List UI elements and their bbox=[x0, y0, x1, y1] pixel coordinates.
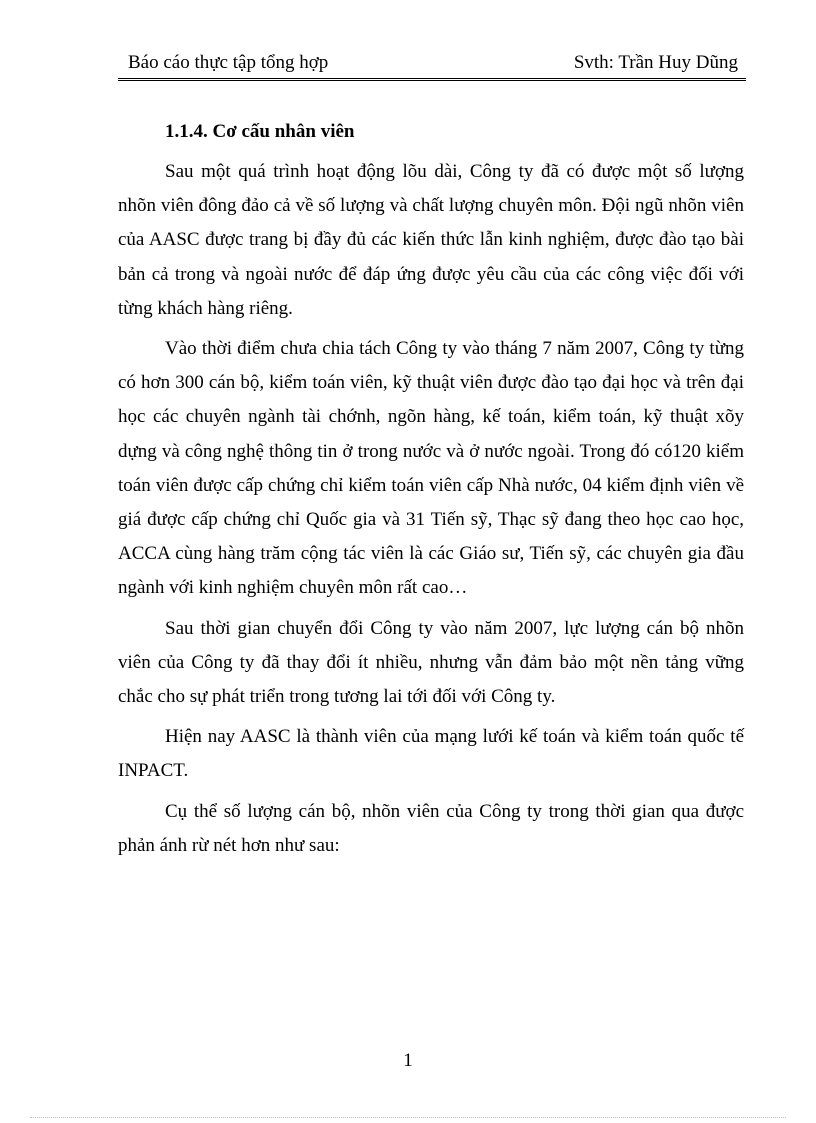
paragraph-2: Vào thời điểm chưa chia tách Công ty vào tháng 7 năm 2007, Công ty từng có hơn 300 cán bộ, kiểm toán viên, kỹ thuật viên được đào tạo đại học và trên đại học các chuyên ngành tài chớnh, ngõn hàng, kế toán, kiểm toán, kỹ thuật xõy dựng và công nghệ thông tin ở trong nước và ở nước ngoài. Trong đó có120 kiểm toán viên được cấp chứng chỉ kiểm toán viên cấp Nhà nước, 04 kiểm định viên về giá được cấp chứng chỉ Quốc gia và 31 Tiến sỹ, Thạc sỹ đang theo học cao học, ACCA cùng hàng trăm cộng tác viên là các Giáo sư, Tiến sỹ, các chuyên gia đầu ngành với kinh nghiệm chuyên môn rất cao… bbox=[118, 338, 744, 599]
section-title: 1.1.4. Cơ cấu nhân viên bbox=[165, 121, 355, 142]
body-text bbox=[118, 155, 744, 869]
page-header bbox=[118, 50, 746, 81]
paragraph-1: Sau một quá trình hoạt động lõu dài, Công ty đã có được một số lượng nhõn viên đông đảo cả về số lượng và chất lượng chuyên môn. Đội ngũ nhõn viên của AASC được trang bị đầy đủ các kiến thức lẫn kinh nghiệm, được đào tạo bài bản cả trong và ngoài nước để đáp ứng được yêu cầu của các công việc đối với từng khách hàng riêng. bbox=[118, 161, 744, 319]
header-student-name: Svth: Trần Huy Dũng bbox=[573, 52, 738, 73]
header-report-title: Báo cáo thực tập tổng hợp bbox=[128, 52, 329, 73]
page-number: 1 bbox=[403, 1050, 413, 1071]
paragraph-3: Sau thời gian chuyển đổi Công ty vào năm 2007, lực lượng cán bộ nhõn viên của Công ty đã thay đổi ít nhiều, nhưng vẫn đảm bảo một nền tảng vững chắc cho sự phát triển trong tương lai tới đối với Công ty. bbox=[118, 617, 744, 708]
page-bottom-divider bbox=[30, 1117, 786, 1118]
paragraph-4: Hiện nay AASC là thành viên của mạng lưới kế toán và kiểm toán quốc tế INPACT. bbox=[118, 726, 744, 782]
paragraph-5: Cụ thể số lượng cán bộ, nhõn viên của Công ty trong thời gian qua được phản ánh rừ nét hơn như sau: bbox=[118, 800, 744, 856]
